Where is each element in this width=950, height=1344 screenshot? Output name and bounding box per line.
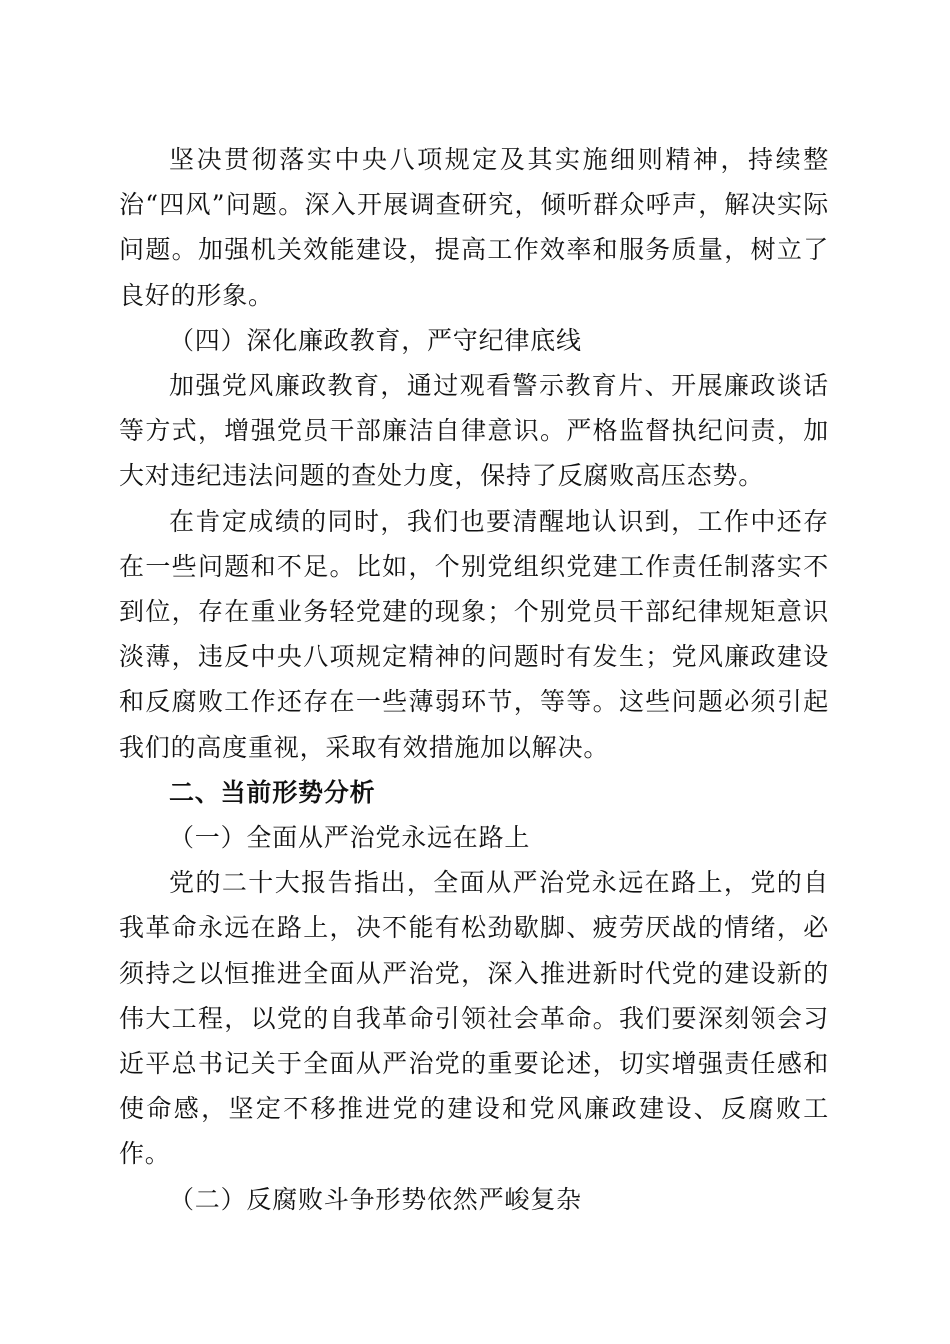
paragraph-problems: 在肯定成绩的同时，我们也要清醒地认识到，工作中还存在一些问题和不足。比如，个别党组织党建工作责任制落实不到位，存在重业务轻党建的现象；个别党员干部纪律规矩意识淡薄，违反中央八项规定精神的问题时有发生；党风廉政建设和反腐败工作还存在一些薄弱环节，等等。这些问题必须引起我们的高度重视，采取有效措施加以解决。 (119, 506, 829, 762)
document-body (119, 137, 829, 1222)
paragraph-strict-governance: 党的二十大报告指出，全面从严治党永远在路上，党的自我革命永远在路上，决不能有松劲歇脚、疲劳厌战的情绪，必须持之以恒推进全面从严治党，深入推进新时代党的建设新的伟大工程，以党的自我革命引领社会革命。我们要深刻领会习近平总书记关于全面从严治党的重要论述，切实增强责任感和使命感，坚定不移推进党的建设和党风廉政建设、反腐败工作。 (119, 868, 829, 1169)
paragraph-work-style: 坚决贯彻落实中央八项规定及其实施细则精神，持续整治“四风”问题。深入开展调查研究，倾听群众呼声，解决实际问题。加强机关效能建设，提高工作效率和服务质量，树立了良好的形象。 (119, 145, 829, 310)
subheading-integrity-education: （四）深化廉政教育，严守纪律底线 (169, 325, 582, 355)
subheading-strict-governance: （一）全面从严治党永远在路上 (169, 823, 531, 853)
heading-situation-analysis: 二、当前形势分析 (169, 777, 376, 807)
paragraph-integrity-education: 加强党风廉政教育，通过观看警示教育片、开展廉政谈话等方式，增强党员干部廉洁自律意识。严格监督执纪问责，加大对违纪违法问题的查处力度，保持了反腐败高压态势。 (119, 371, 829, 491)
subheading-anti-corruption: （二）反腐败斗争形势依然严峻复杂 (169, 1184, 582, 1214)
